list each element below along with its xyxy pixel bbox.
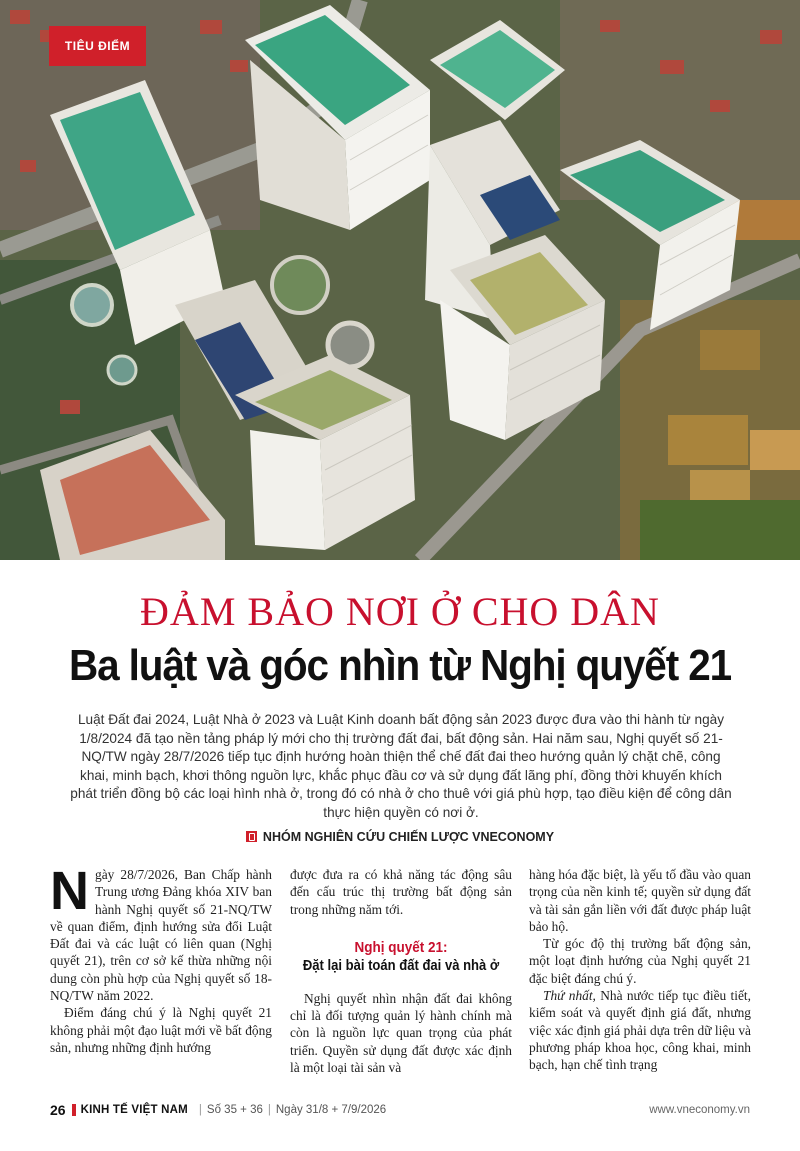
body-column-2 — [290, 866, 512, 1076]
magazine-name: KINH TẾ VIỆT NAM — [80, 1104, 188, 1116]
author-mark-icon — [246, 831, 257, 842]
emphasis: Thứ nhất, — [543, 988, 596, 1004]
paragraph-text: gày 28/7/2026, Ban Chấp hành Trung ương Đảng khóa XIV ban hành Nghị quyết số 21-NQ/TW về quan điểm, định hướng sửa đổi Luật Đất đai và các luật có liên quan (Nghị quyết 21), trên cơ sở kế thừa những nội dung còn phù hợp của Nghị quyết số 18-NQ/TW năm 2022. — [50, 867, 272, 1004]
body-column-1 — [50, 861, 272, 1056]
brand-bar-icon — [72, 1104, 76, 1116]
paragraph: được đưa ra có khả năng tác động sâu đến cấu trúc thị trường bất động sản trong những năm tới. — [290, 867, 512, 917]
drop-cap: N — [50, 861, 89, 921]
separator: | — [267, 1104, 271, 1116]
page-number: 26 — [50, 1102, 66, 1118]
paragraph: Điểm đáng chú ý là Nghị quyết 21 không phải một đạo luật mới về bất động sản, nhưng những định hướng — [50, 1005, 272, 1055]
body-column-3 — [529, 866, 751, 1074]
headline-kicker: ĐẢM BẢO NƠI Ở CHO DÂN — [140, 589, 660, 634]
paragraph — [50, 861, 272, 1004]
issue-number: Số 35 + 36 — [206, 1104, 263, 1116]
subhead-title: Đặt lại bài toán đất đai và nhà ở — [302, 957, 500, 974]
page-footer — [50, 1101, 750, 1119]
paragraph: Từ góc độ thị trường bất động sản, một loạt định hướng của Nghị quyết 21 đặc biệt đáng chú ý. — [529, 936, 751, 986]
paragraph-text: Nhà nước tiếp tục điều tiết, kiểm soát và quyết định giá đất, nhưng việc xác định giá phải dựa trên dữ liệu và phương pháp khoa học, công khai, minh bạch, hạn chế tình trạng — [529, 988, 751, 1073]
issue-date: Ngày 31/8 + 7/9/2026 — [275, 1104, 387, 1116]
byline — [0, 830, 800, 844]
paragraph: hàng hóa đặc biệt, là yếu tố đầu vào quan trọng của nền kinh tế; quyền sử dụng đất và tài sản gắn liền với đất được pháp luật bảo hộ. — [529, 867, 751, 934]
subhead-red: Nghị quyết 21: — [354, 938, 448, 956]
website-link[interactable]: www.vneconomy.vn — [649, 1104, 750, 1116]
paragraph: Nghị quyết nhìn nhận đất đai không chỉ là đối tượng quản lý hành chính mà còn là nguồn lực quan trọng của phát triển. Quyền sử dụng đất được xác định là một loại tài sản và — [290, 990, 512, 1076]
paragraph — [529, 987, 751, 1073]
section-tag: TIÊU ĐIỂM — [49, 26, 146, 66]
article-headline: Ba luật và góc nhìn từ Nghị quyết 21 — [68, 641, 732, 690]
section-subhead — [301, 938, 501, 976]
byline-text: NHÓM NGHIÊN CỨU CHIẾN LƯỢC VNECONOMY — [262, 830, 555, 844]
hero-photo — [0, 0, 800, 560]
article-lead: Luật Đất đai 2024, Luật Nhà ở 2023 và Luật Kinh doanh bất động sản 2023 được đưa vào thi hành từ ngày 1/8/2024 đã tạo nền tảng pháp lý mới cho thị trường đất đai, bất động sản. Hai năm sau, Nghị quyết số 21-NQ/TW ngày 28/7/2026 tiếp tục định hướng hoàn thiện thể chế đất đai theo hướng quản lý chặt chẽ, công khai, minh bạch, khơi thông nguồn lực, khắc phục đầu cơ và sử dụng đất lãng phí, đồng thời khuyến khích phát triển đồng bộ các loại hình nhà ở, trong đó có nhà ở cho thuê với giá phù hợp, tạo điều kiện để công dân thực hiện quyền có nơi ở. — [70, 712, 732, 820]
aerial-apartment-complex-image — [0, 0, 800, 560]
separator: | — [198, 1104, 202, 1116]
